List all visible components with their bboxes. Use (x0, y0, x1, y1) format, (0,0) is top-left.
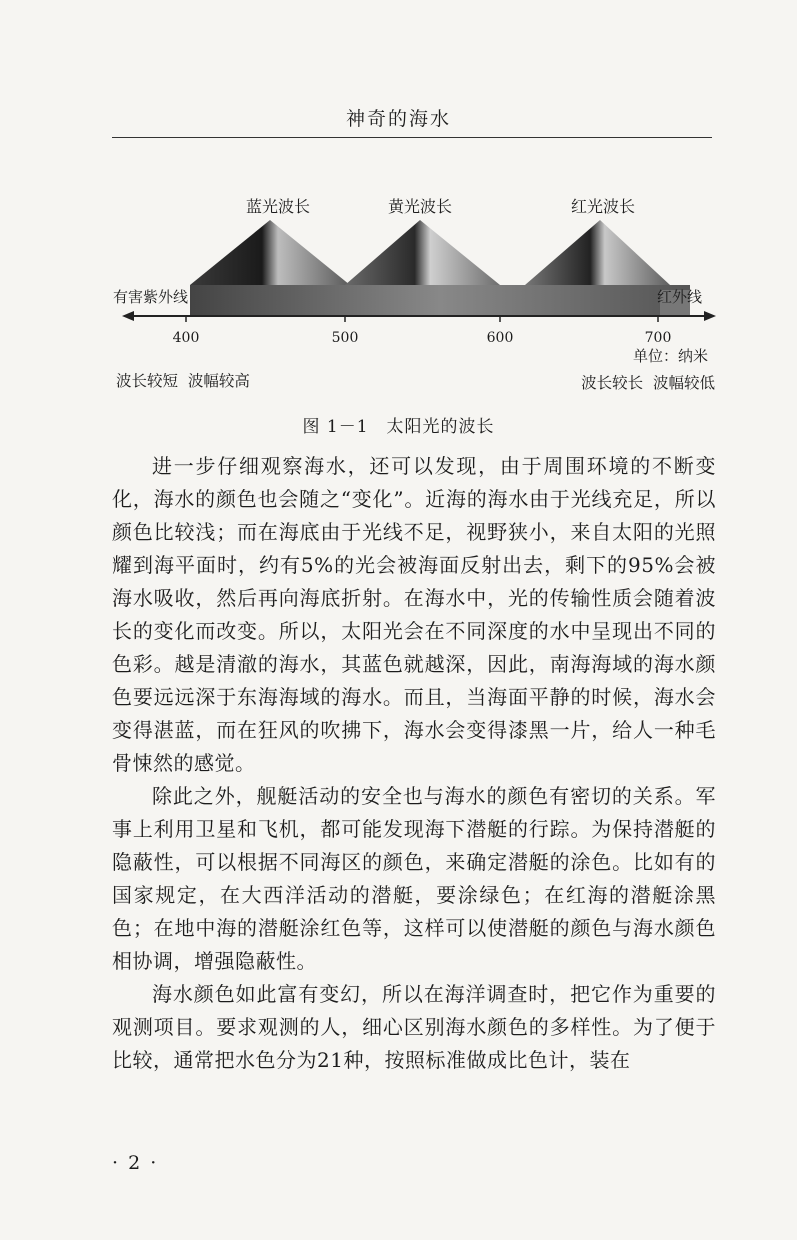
tick-label: 700 (644, 330, 672, 346)
running-header: 神奇的海水 (345, 108, 451, 130)
peak-label-yellow: 黄光波长 (387, 197, 453, 216)
peak-label-red: 红光波长 (570, 197, 636, 216)
header-rule (112, 137, 712, 138)
blue-peak (190, 220, 350, 285)
yellow-peak (345, 220, 500, 285)
spectrum-band (190, 285, 690, 316)
peak-label-blue: 蓝光波长 (245, 197, 311, 216)
axis-left-arrow (122, 311, 134, 321)
unit-label: 单位：纳米 (632, 347, 708, 365)
paragraph: 海水颜色如此富有变幻，所以在海洋调查时，把它作为重要的观测项目。要求观测的人，细心区别海水颜色的多样性。为了便于比较，通常把水色分为21种，按照标准做成比色计，装在 (112, 982, 716, 1072)
tick-label: 400 (172, 330, 200, 346)
tick-label: 500 (331, 330, 359, 346)
axis-right-arrow (704, 311, 716, 321)
ir-label: 红外线 (657, 288, 703, 306)
right-note: 波长较长 波幅较低 (581, 374, 715, 392)
paragraph: 进一步仔细观察海水，还可以发现，由于周围环境的不断变化，海水的颜色也会随之“变化”。近海的海水由于光线充足，所以颜色比较浅；而在海底由于光线不足，视野狭小，来自太阳的光照耀到海平面时，约有5%的光会被海面反射出去，剩下的95%会被海水吸收，然后再向海底折射。在海水中，光的传输性质会随着波长的变化而改变。所以，太阳光会在不同深度的水中呈现出不同的色彩。越是清澈的海水，其蓝色就越深，因此，南海海域的海水颜色要远远深于东海海域的海水。而且，当海面平静的时候，海水会变得湛蓝，而在狂风的吹拂下，海水会变得漆黑一片，给人一种毛骨悚然的感觉。 (112, 454, 716, 775)
uv-label: 有害紫外线 (113, 288, 189, 306)
red-peak (525, 220, 670, 285)
left-note: 波长较短 波幅较高 (116, 372, 250, 390)
wavelength-figure (0, 150, 797, 410)
body-text (112, 450, 716, 1077)
figure-caption: 图 1－1 太阳光的波长 (302, 417, 495, 437)
tick-label: 600 (486, 330, 514, 346)
page-number: · 2 · (112, 1152, 159, 1174)
paragraph: 除此之外，舰艇活动的安全也与海水的颜色有密切的关系。军事上利用卫星和飞机，都可能发现海下潜艇的行踪。为保持潜艇的隐蔽性，可以根据不同海区的颜色，来确定潜艇的涂色。比如有的国家规定，在大西洋活动的潜艇，要涂绿色；在红海的潜艇涂黑色；在地中海的潜艇涂红色等，这样可以使潜艇的颜色与海水颜色相协调，增强隐蔽性。 (112, 784, 716, 973)
